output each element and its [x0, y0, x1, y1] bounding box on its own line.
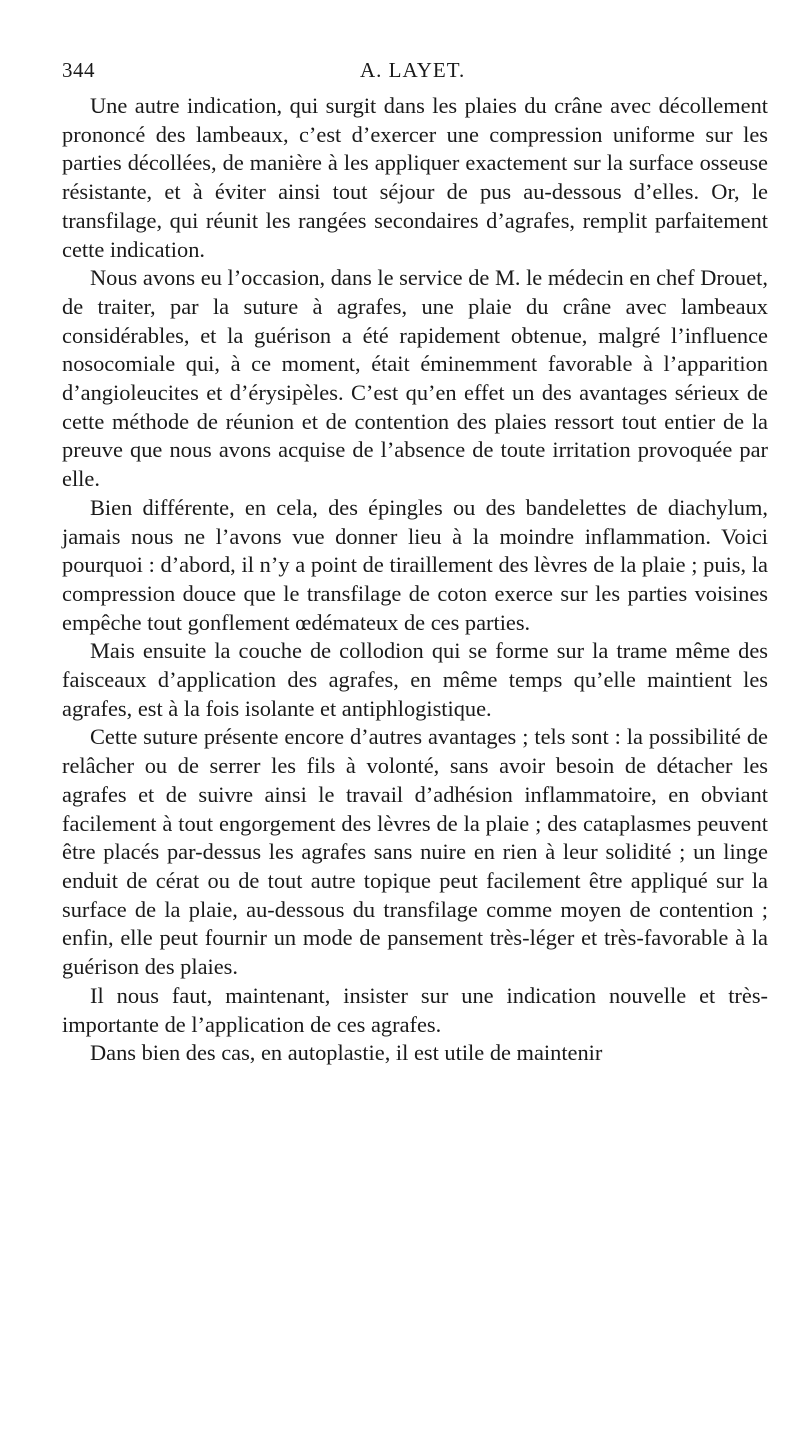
paragraph: Nous avons eu l’occasion, dans le service de M. le médecin en chef Drouet, de traiter, par la suture à agrafes, une plaie du crâne avec lambeaux considérables, et la guérison a été rapidement obtenue, malgré l’influence nosocomiale qui, à ce moment, était éminemment favorable à l’apparition d’angioleucites et d’érysipèles. C’est qu’en effet un des avantages sérieux de cette méthode de réunion et de contention des plaies ressort tout entier de la preuve que nous avons acquise de l’absence de toute irritation provoquée par elle.: [62, 265, 768, 492]
page-number: 344: [62, 58, 95, 82]
running-head: A. LAYET.: [360, 58, 466, 82]
paragraph: Cette suture présente encore d’autres avantages ; tels sont : la possibilité de relâcher ou de serrer les fils à volonté, sans avoir besoin de détacher les agrafes et de suivre ainsi le travail d’adhésion inflammatoire, en obviant facilement à tout engorgement des lèvres de la plaie ; des cataplasmes peuvent être placés par-dessus les agrafes sans nuire en rien à leur solidité ; un linge enduit de cérat ou de tout autre topique peut facilement être appliqué sur la surface de la plaie, au-dessous du transfilage comme moyen de contention ; enfin, elle peut fournir un mode de pansement très-léger et très-favorable à la guérison des plaies.: [62, 724, 768, 980]
paragraph: Il nous faut, maintenant, insister sur une indication nouvelle et très-importante de l’application de ces agrafes.: [62, 982, 768, 1037]
paragraph: Une autre indication, qui surgit dans les plaies du crâne avec décollement prononcé des lambeaux, c’est d’exercer une compression uniforme sur les parties décollées, de manière à les appliquer exactement sur la surface osseuse résistante, et à éviter ainsi tout séjour de pus au-dessous d’elles. Or, le transfilage, qui réunit les rangées secondaires d’agrafes, remplit parfaitement cette indication.: [62, 93, 768, 262]
paragraph: Dans bien des cas, en autoplastie, il est utile de maintenir: [90, 1040, 603, 1066]
page-header: [62, 58, 768, 92]
body-text: [62, 92, 768, 1068]
book-page: [62, 58, 768, 1068]
paragraph: Mais ensuite la couche de collodion qui se forme sur la trame même des faisceaux d’application des agrafes, en même temps qu’elle maintient les agrafes, est à la fois isolante et antiphlogistique.: [62, 638, 768, 721]
paragraph: Bien différente, en cela, des épingles ou des bandelettes de diachylum, jamais nous ne l’avons vue donner lieu à la moindre inflammation. Voici pourquoi : d’abord, il n’y a point de tiraillement des lèvres de la plaie ; puis, la compression douce que le transfilage de coton exerce sur les parties voisines empêche tout gonflement œdémateux de ces parties.: [62, 494, 768, 635]
